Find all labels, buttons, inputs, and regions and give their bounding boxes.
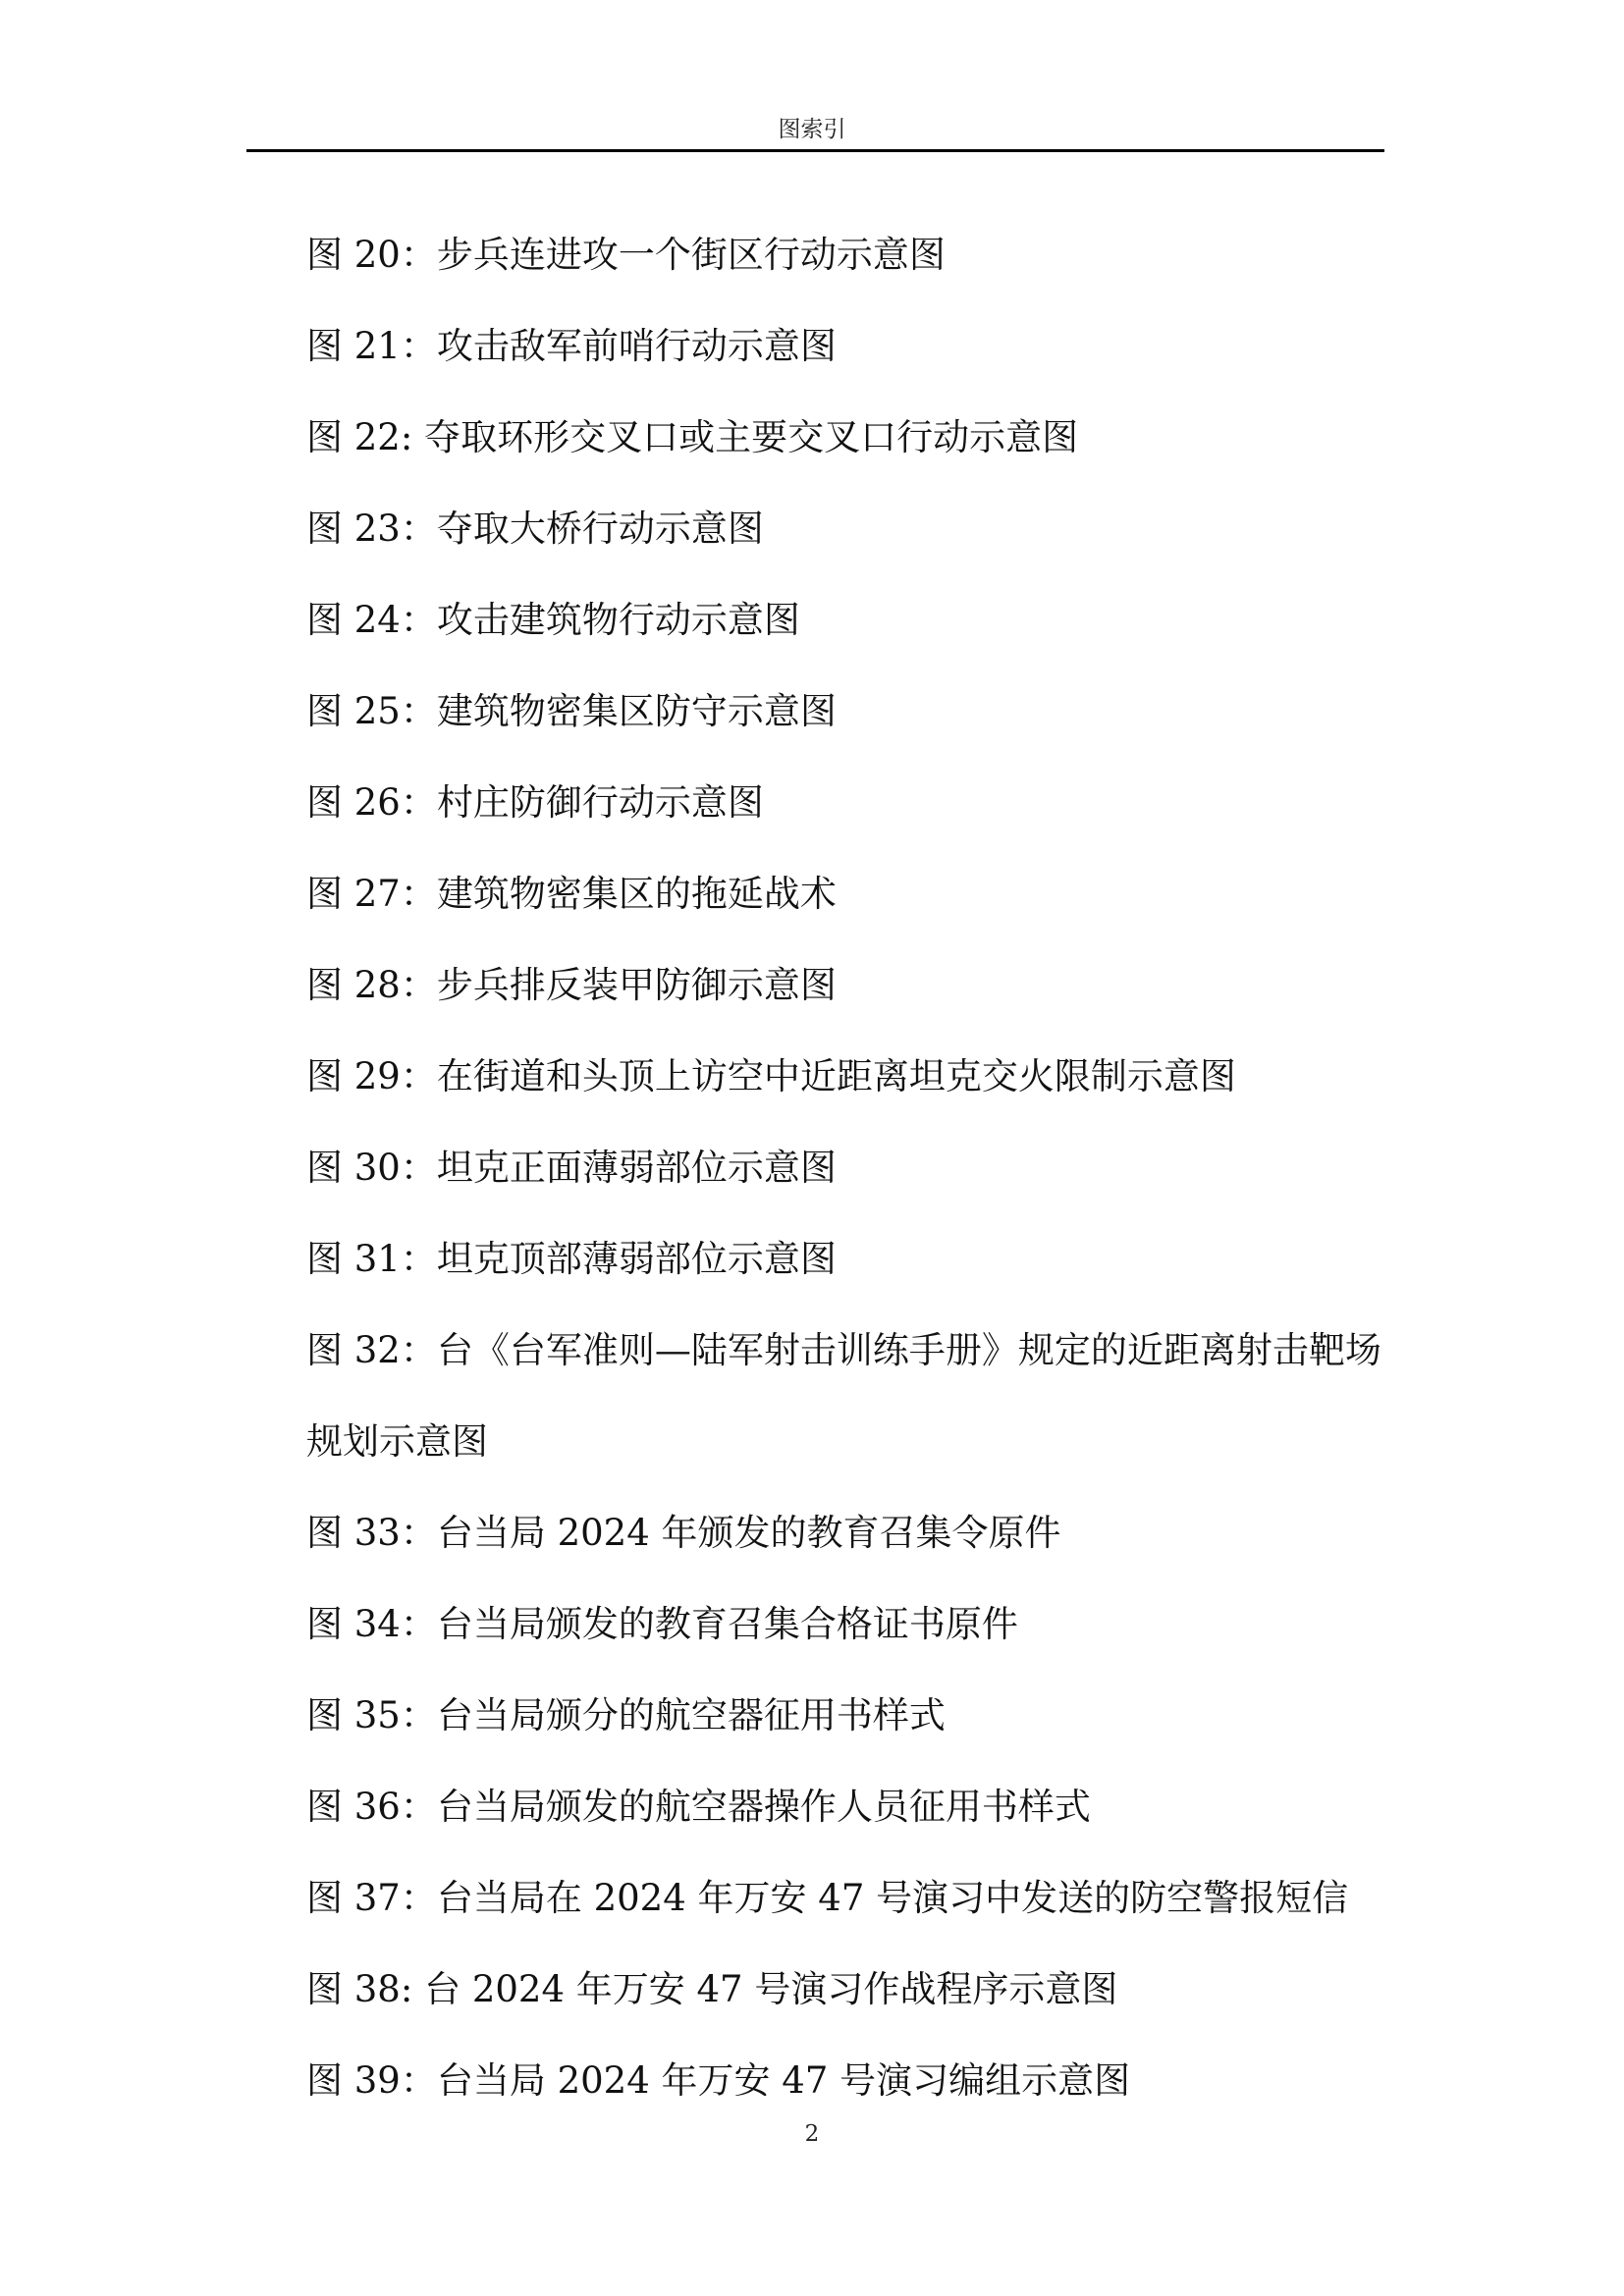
figure-index-entry: 图 37：台当局在 2024 年万安 47 号演习中发送的防空警报短信 [306, 1877, 1349, 1919]
figure-index-entry: 图 21：攻击敌军前哨行动示意图 [306, 325, 837, 367]
figure-index-list [306, 209, 1386, 2126]
figure-index-entry: 图 32：台《台军准则—陆军射击训练手册》规定的近距离射击靶场规划示意图 [306, 1329, 1381, 1463]
running-header-title: 图索引 [778, 117, 846, 142]
figure-index-entry: 图 30：坦克正面薄弱部位示意图 [306, 1147, 837, 1189]
figure-index-entry: 图 29：在街道和头顶上访空中近距离坦克交火限制示意图 [306, 1055, 1236, 1097]
figure-index-entry: 图 26：村庄防御行动示意图 [306, 781, 764, 824]
figure-index-entry: 图 35：台当局颁分的航空器征用书样式 [306, 1694, 946, 1736]
figure-index-entry: 图 23：夺取大桥行动示意图 [306, 507, 764, 550]
figure-index-entry: 图 28：步兵排反装甲防御示意图 [306, 964, 837, 1006]
figure-index-entry: 图 22: 夺取环形交叉口或主要交叉口行动示意图 [306, 416, 1079, 458]
figure-index-entry: 图 24：攻击建筑物行动示意图 [306, 599, 800, 641]
figure-index-entry: 图 33：台当局 2024 年颁发的教育召集令原件 [306, 1512, 1061, 1554]
figure-index-entry: 图 38: 台 2024 年万安 47 号演习作战程序示意图 [306, 1968, 1118, 2010]
figure-index-entry: 图 31：坦克顶部薄弱部位示意图 [306, 1238, 837, 1280]
figure-index-entry: 图 34：台当局颁发的教育召集合格证书原件 [306, 1603, 1018, 1645]
header-divider [246, 149, 1384, 152]
figure-index-entry: 图 36：台当局颁发的航空器操作人员征用书样式 [306, 1786, 1091, 1828]
page-number: 2 [804, 2121, 820, 2147]
figure-index-entry: 图 39：台当局 2024 年万安 47 号演习编组示意图 [306, 2059, 1131, 2102]
figure-index-entry: 图 20：步兵连进攻一个街区行动示意图 [306, 234, 946, 276]
figure-index-entry: 图 25：建筑物密集区防守示意图 [306, 690, 837, 732]
figure-index-entry: 图 27：建筑物密集区的拖延战术 [306, 873, 837, 915]
